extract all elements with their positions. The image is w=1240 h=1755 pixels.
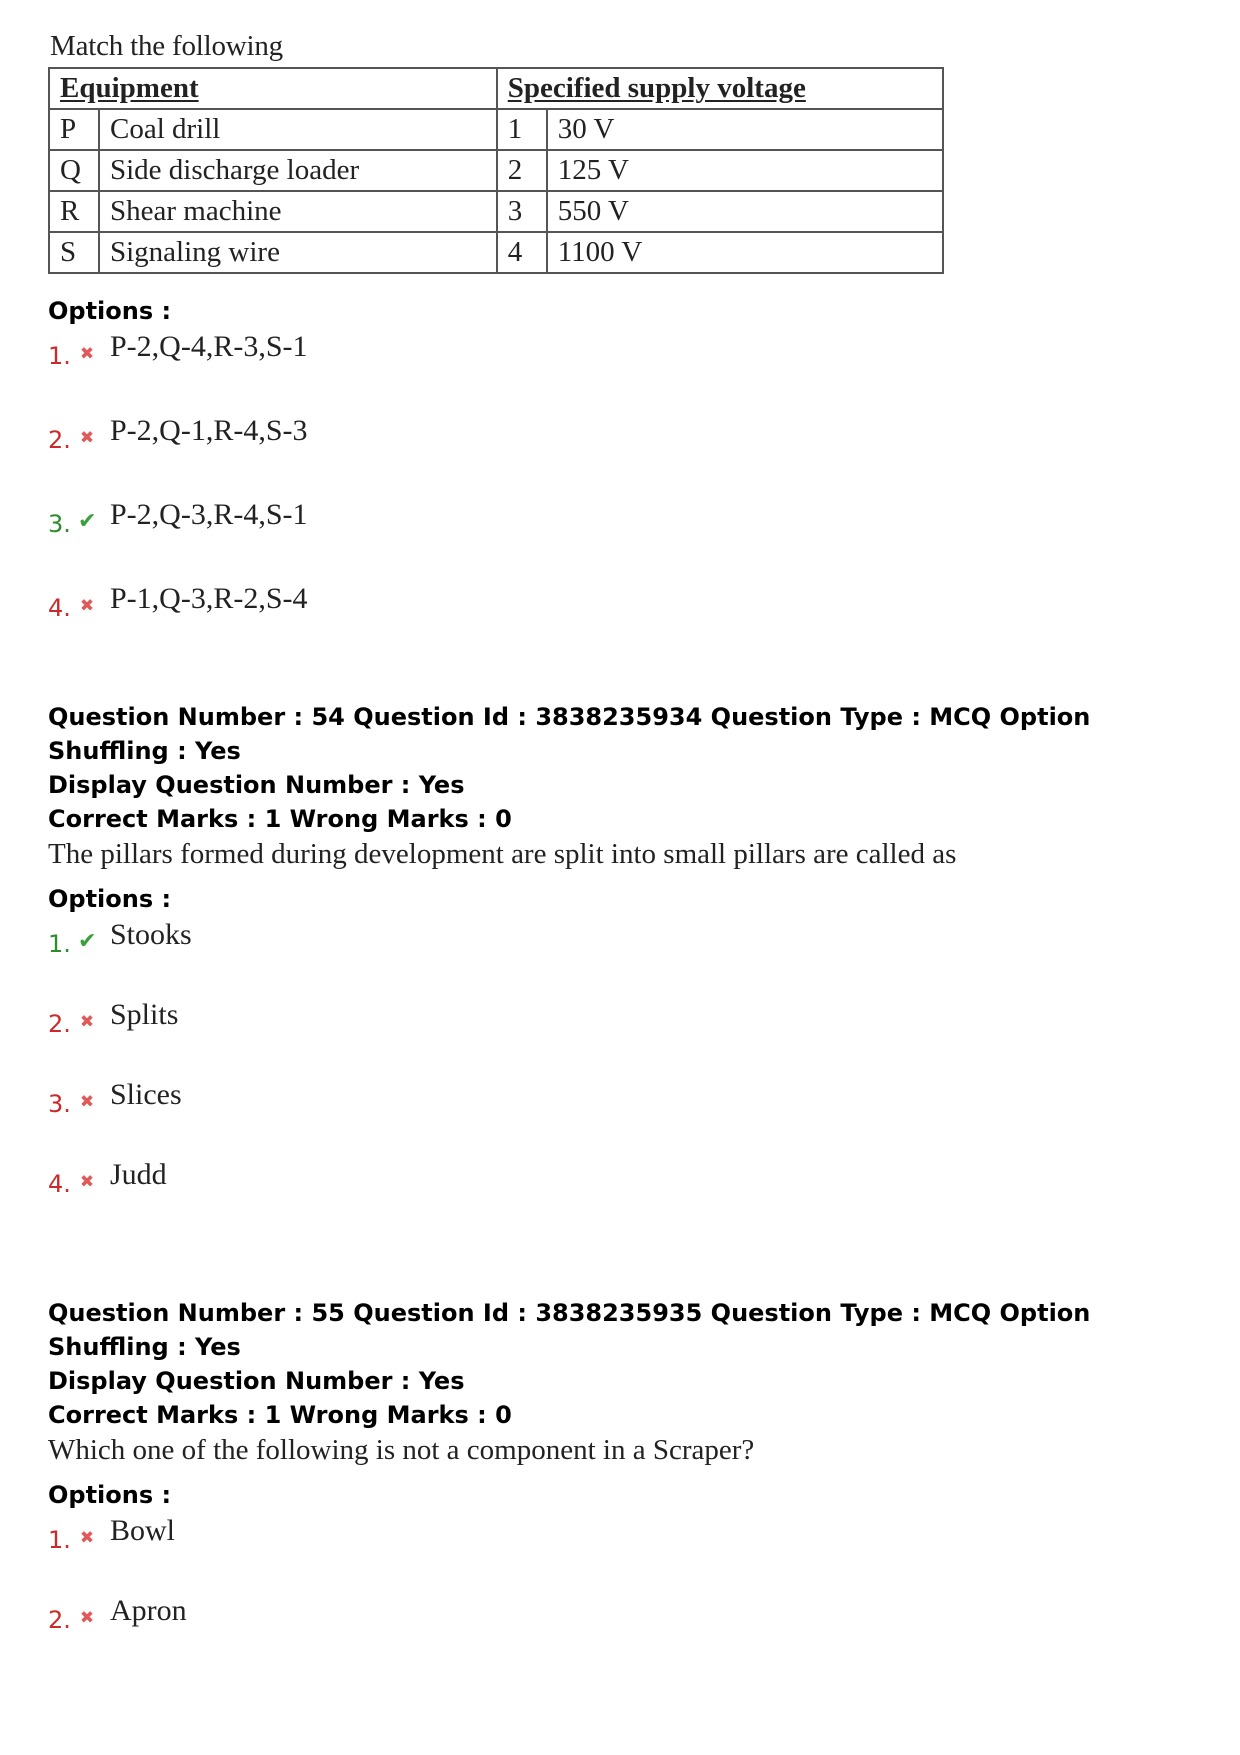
question-meta: Question Number : 54 Question Id : 3838235934 Question Type : MCQ Option Shuffling : Yes: [48, 703, 1091, 765]
options-heading: Options :: [48, 297, 172, 325]
option-item: [48, 996, 1198, 1076]
check-mark-icon: ✔: [78, 509, 97, 534]
option-item: [48, 496, 1198, 580]
match-table-header: [49, 68, 943, 109]
option-number: 1.: [48, 930, 71, 958]
row-code: P: [49, 109, 99, 150]
row-number: 2: [497, 150, 547, 191]
question-text: The pillars formed during development are split into small pillars are called as: [48, 838, 957, 870]
option-text: Bowl: [110, 1514, 176, 1547]
cross-mark-icon: ✖: [79, 1012, 95, 1032]
question-paper-page: [48, 30, 1198, 1672]
option-number: 3.: [48, 1090, 71, 1118]
cross-mark-icon: ✖: [79, 1172, 95, 1192]
option-item: [48, 1076, 1198, 1156]
question-54: [48, 700, 1198, 1236]
option-item: [48, 1512, 1198, 1592]
option-text: P-2,Q-1,R-4,S-3: [110, 414, 308, 447]
cross-mark-icon: ✖: [79, 1528, 95, 1548]
option-number: 2.: [48, 1606, 71, 1634]
option-text: P-1,Q-3,R-2,S-4: [110, 582, 308, 615]
header-voltage: Specified supply voltage: [497, 68, 943, 109]
row-voltage: 1100 V: [547, 232, 943, 273]
option-number: 1.: [48, 1526, 71, 1554]
options-heading: Options :: [48, 885, 172, 913]
question-meta: Question Number : 55 Question Id : 3838235935 Question Type : MCQ Option Shuffling : Yes: [48, 1299, 1091, 1361]
row-number: 3: [497, 191, 547, 232]
option-text: Splits: [110, 998, 179, 1031]
cross-mark-icon: ✖: [79, 344, 95, 364]
row-code: R: [49, 191, 99, 232]
question-55: [48, 1296, 1198, 1672]
row-code: Q: [49, 150, 99, 191]
option-item: [48, 1156, 1198, 1236]
option-number: 2.: [48, 426, 71, 454]
match-table: [48, 67, 944, 274]
cross-mark-icon: ✖: [79, 1608, 95, 1628]
option-number: 2.: [48, 1010, 71, 1038]
option-number: 3.: [48, 510, 71, 538]
option-item: [48, 328, 1198, 412]
option-item: [48, 580, 1198, 664]
option-text: P-2,Q-3,R-4,S-1: [110, 498, 308, 531]
row-equipment: Side discharge loader: [99, 150, 497, 191]
option-number: 4.: [48, 1170, 71, 1198]
row-voltage: 30 V: [547, 109, 943, 150]
option-item: [48, 412, 1198, 496]
question-text: Which one of the following is not a component in a Scraper?: [48, 1434, 755, 1466]
check-mark-icon: ✔: [78, 929, 97, 954]
question-intro: Match the following: [50, 30, 283, 62]
option-number: 4.: [48, 594, 71, 622]
option-text: Slices: [110, 1078, 182, 1111]
cross-mark-icon: ✖: [79, 1092, 95, 1112]
table-row: [49, 109, 943, 150]
option-text: Stooks: [110, 918, 192, 951]
table-row: [49, 232, 943, 273]
question-53: [48, 30, 1198, 664]
option-item: [48, 916, 1198, 996]
option-item: [48, 1592, 1198, 1672]
question-marks: Correct Marks : 1 Wrong Marks : 0: [48, 1401, 512, 1429]
row-number: 1: [497, 109, 547, 150]
cross-mark-icon: ✖: [79, 428, 95, 448]
question-marks: Correct Marks : 1 Wrong Marks : 0: [48, 805, 512, 833]
options-heading: Options :: [48, 1481, 172, 1509]
row-voltage: 125 V: [547, 150, 943, 191]
row-equipment: Coal drill: [99, 109, 497, 150]
row-number: 4: [497, 232, 547, 273]
question-display-flag: Display Question Number : Yes: [48, 771, 465, 799]
header-equipment: Equipment: [49, 68, 497, 109]
row-equipment: Signaling wire: [99, 232, 497, 273]
row-equipment: Shear machine: [99, 191, 497, 232]
option-text: Judd: [110, 1158, 167, 1191]
option-text: Apron: [110, 1594, 187, 1627]
question-display-flag: Display Question Number : Yes: [48, 1367, 465, 1395]
table-row: [49, 191, 943, 232]
option-number: 1.: [48, 342, 71, 370]
option-text: P-2,Q-4,R-3,S-1: [110, 330, 308, 363]
row-code: S: [49, 232, 99, 273]
cross-mark-icon: ✖: [79, 596, 95, 616]
table-row: [49, 150, 943, 191]
row-voltage: 550 V: [547, 191, 943, 232]
